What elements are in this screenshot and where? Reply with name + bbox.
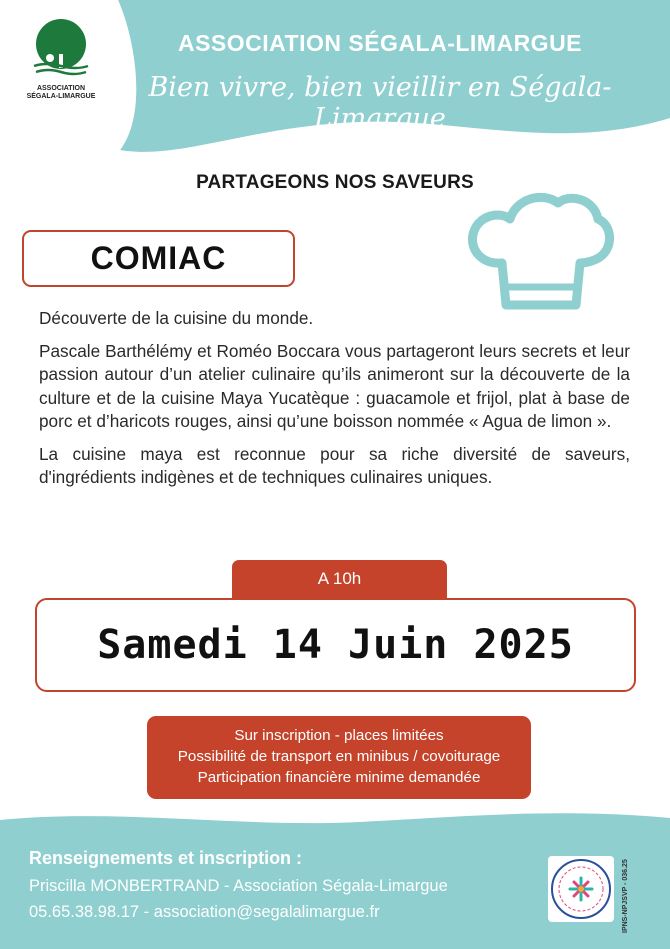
event-location: COMIAC [22, 230, 295, 287]
association-logo [18, 18, 104, 101]
logo-text-line2: SÉGALA-LIMARGUE [26, 93, 96, 100]
description-paragraph-2: Pascale Barthélémy et Roméo Boccara vous partageront leurs secrets et leur passion autour d’un atelier culinaire qu’ils animeront sur la découverte de la culture et de la cuisine Maya Yucatèque : guacamole et frijol, plat à base de porc et d’haricots rouges, ainsi qu’une boisson nommée « Agua de limon ». [39, 340, 630, 431]
footer-phone-email[interactable]: 05.65.38.98.17 - association@segalalimargue.fr [29, 903, 380, 921]
association-slogan: Bien vivre, bien vieillir en Ségala-Limargue [148, 72, 612, 134]
association-title: ASSOCIATION SÉGALA-LIMARGUE [177, 30, 583, 56]
event-time-badge: A 10h [232, 560, 447, 610]
description-paragraph-1: Découverte de la cuisine du monde. [39, 308, 314, 328]
chef-hat-icon [466, 185, 616, 310]
funding-badge [548, 856, 614, 922]
footer-contact: Priscilla MONBERTRAND - Association Ségala-Limargue [29, 877, 448, 895]
info-line-participation: Participation financière minime demandée [197, 769, 481, 786]
logo-text-line1: ASSOCIATION [36, 85, 86, 92]
footer-title: Renseignements et inscription : [29, 848, 303, 868]
reference-code [622, 859, 632, 949]
funding-badge-icon [548, 856, 614, 922]
info-line-transport: Possibilité de transport en minibus / covoiturage [177, 748, 501, 765]
info-line-registration: Sur inscription - places limitées [234, 727, 444, 744]
event-date: Samedi 14 Juin 2025 [35, 598, 636, 692]
registration-info-box [147, 716, 531, 799]
event-description [39, 307, 630, 499]
reference-code-text: IPNS-NPJSVP - 036.25 [622, 859, 629, 933]
description-paragraph-3: La cuisine maya est reconnue pour sa riche diversité de saveurs, d'ingrédients indigènes et de techniques culinaires uniques. [39, 443, 630, 487]
tree-logo-icon [26, 18, 96, 80]
event-headline: PARTAGEONS NOS SAVEURS [196, 172, 474, 193]
